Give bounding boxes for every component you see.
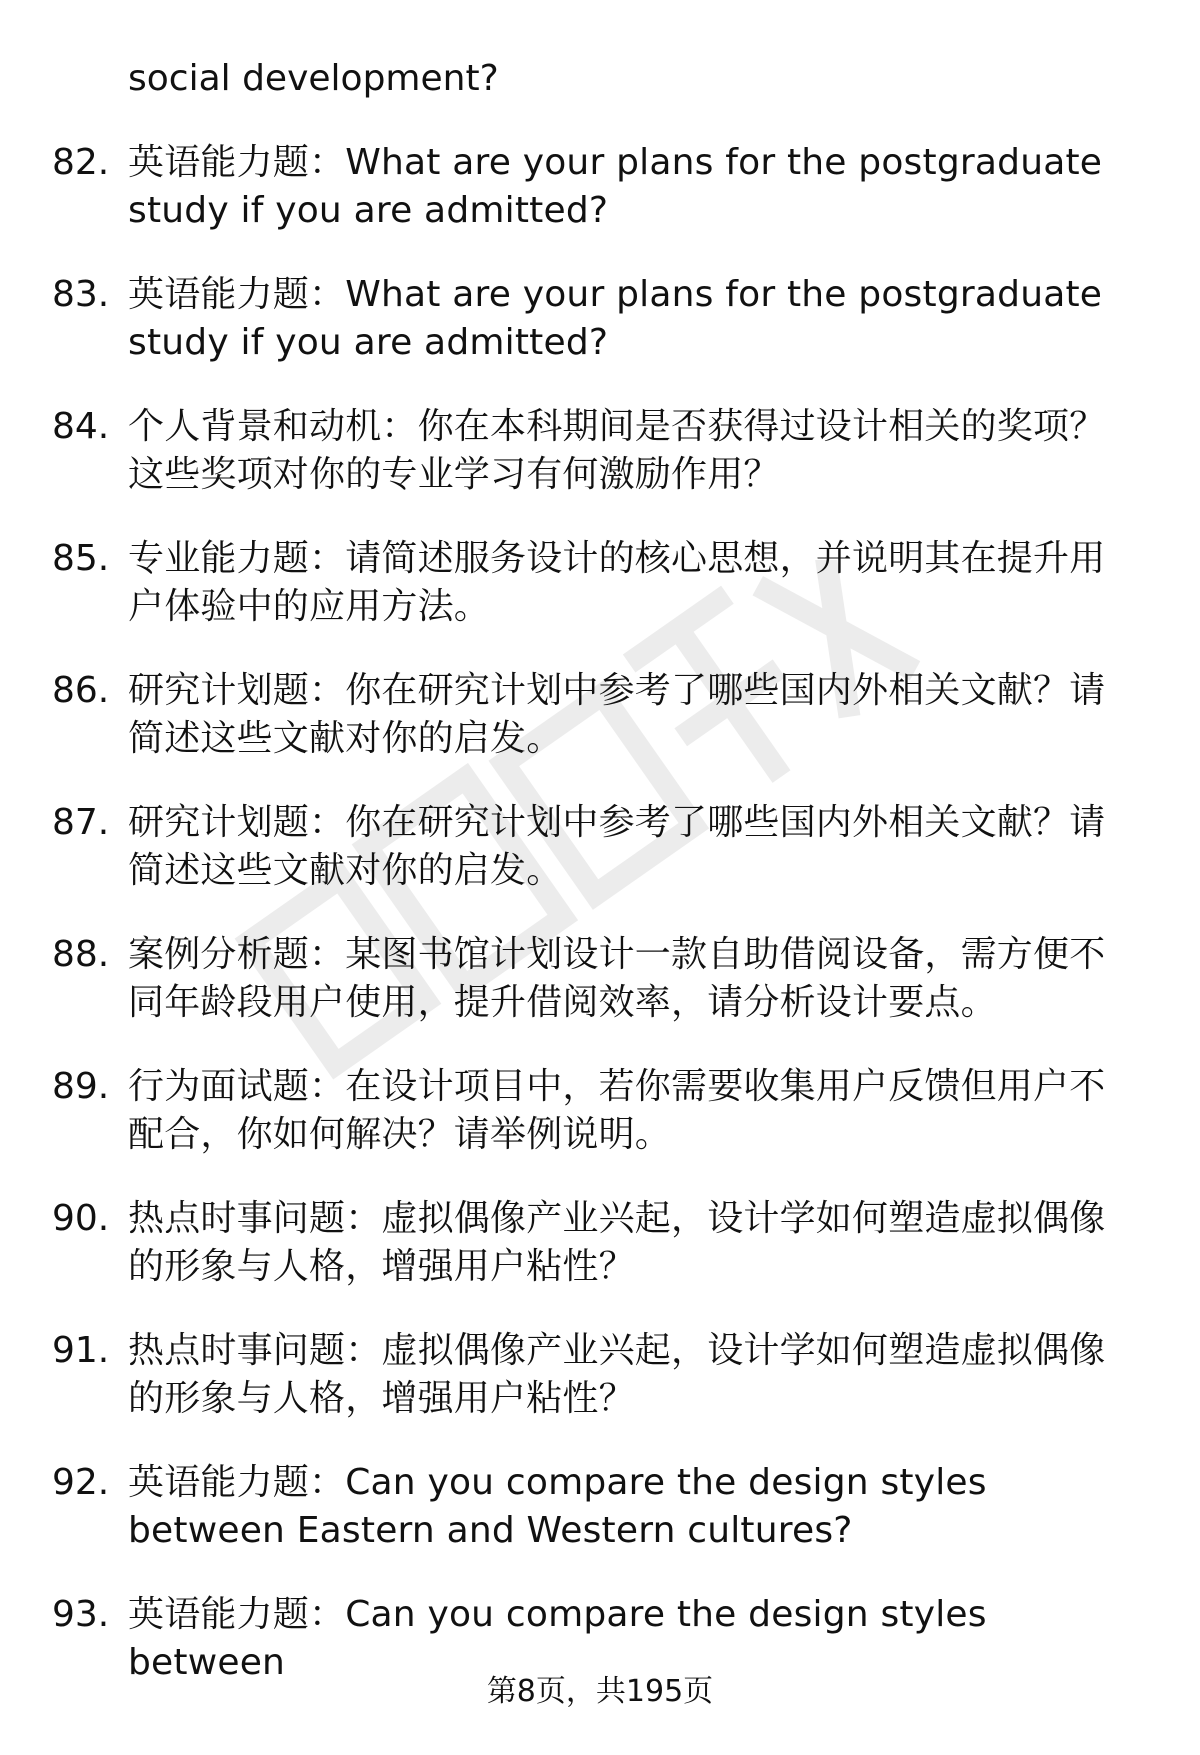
question-number: 87. — [52, 802, 110, 843]
question-number: 82. — [52, 142, 110, 183]
question-text: 研究计划题：你在研究计划中参考了哪些国内外相关文献？请简述这些文献对你的启发。 — [128, 802, 1106, 891]
question-number: 84. — [52, 406, 110, 447]
question-number: 86. — [52, 670, 110, 711]
question-content — [0, 55, 1200, 1683]
list-item — [0, 271, 1200, 367]
list-item — [0, 1591, 1200, 1683]
question-text: 英语能力题：Can you compare the design styles between Eastern and Western cultures? — [128, 1462, 987, 1551]
question-text: 行为面试题：在设计项目中，若你需要收集用户反馈但用户不配合，你如何解决？请举例说明。 — [128, 1066, 1106, 1155]
question-text: 英语能力题：What are your plans for the postgraduate study if you are admitted? — [128, 142, 1103, 231]
list-item — [0, 931, 1200, 1027]
question-text: 热点时事问题：虚拟偶像产业兴起，设计学如何塑造虚拟偶像的形象与人格，增强用户粘性？ — [128, 1198, 1106, 1287]
question-text: 个人背景和动机：你在本科期间是否获得过设计相关的奖项？这些奖项对你的专业学习有何激励作用？ — [128, 406, 1106, 495]
list-item — [0, 403, 1200, 499]
list-item — [0, 667, 1200, 763]
question-text: 英语能力题：Can you compare the design styles between — [128, 1594, 987, 1683]
question-number: 92. — [52, 1462, 110, 1503]
list-item — [0, 1063, 1200, 1159]
question-list — [0, 139, 1200, 1683]
question-text: 热点时事问题：虚拟偶像产业兴起，设计学如何塑造虚拟偶像的形象与人格，增强用户粘性？ — [128, 1330, 1106, 1419]
continued-line: social development? — [128, 58, 499, 99]
question-number: 90. — [52, 1198, 110, 1239]
list-item — [0, 1327, 1200, 1423]
question-number: 88. — [52, 934, 110, 975]
page-footer: 第8页，共195页 — [486, 1674, 714, 1709]
list-item — [0, 139, 1200, 235]
question-number: 85. — [52, 538, 110, 579]
list-item — [0, 799, 1200, 895]
list-item — [0, 1459, 1200, 1555]
question-number: 91. — [52, 1330, 110, 1371]
question-number: 83. — [52, 274, 110, 315]
question-text: 研究计划题：你在研究计划中参考了哪些国内外相关文献？请简述这些文献对你的启发。 — [128, 670, 1106, 759]
question-number: 93. — [52, 1594, 110, 1635]
list-item — [0, 535, 1200, 631]
question-text: 英语能力题：What are your plans for the postgraduate study if you are admitted? — [128, 274, 1103, 363]
question-text: 案例分析题：某图书馆计划设计一款自助借阅设备，需方便不同年龄段用户使用，提升借阅效率，请分析设计要点。 — [128, 934, 1106, 1023]
question-text: 专业能力题：请简述服务设计的核心思想，并说明其在提升用户体验中的应用方法。 — [128, 538, 1106, 627]
list-item — [0, 1195, 1200, 1291]
question-number: 89. — [52, 1066, 110, 1107]
